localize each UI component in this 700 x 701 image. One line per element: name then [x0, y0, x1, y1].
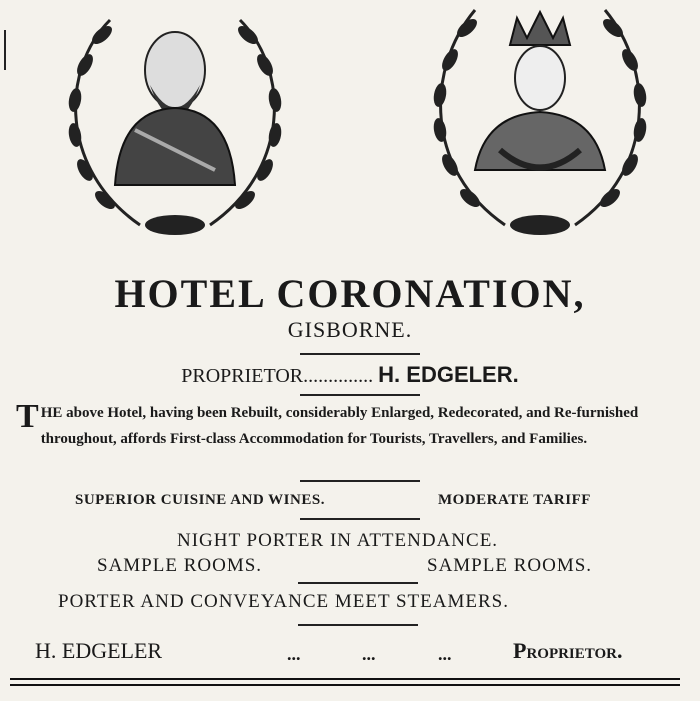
king-portrait-image — [40, 0, 310, 260]
description-text: HE above Hotel, having been Rebuilt, considerably Enlarged, Redecorated, and Re-furnished throughout, affords First-class Accommodation for Tourists, Travellers, and Families. — [40, 405, 639, 447]
laurel-wreath-icon — [405, 0, 675, 260]
sample-rooms-right: SAMPLE ROOMS. — [427, 555, 593, 576]
divider — [300, 394, 420, 396]
laurel-wreath-icon — [40, 0, 310, 260]
footer-dots-1: ... — [287, 644, 301, 664]
divider — [300, 518, 420, 520]
footer-name: H. EDGELER — [35, 638, 163, 663]
porter-conveyance-line: PORTER AND CONVEYANCE MEET STEAMERS. — [58, 591, 509, 612]
hotel-description — [16, 400, 666, 452]
footer-dots-2: ... — [362, 644, 376, 664]
sample-rooms-left: SAMPLE ROOMS. — [97, 555, 263, 576]
page-edge-mark — [4, 30, 6, 70]
queen-portrait-image — [405, 0, 675, 260]
proprietor-line — [0, 362, 700, 388]
footer-dots-3: ... — [438, 644, 452, 664]
divider — [298, 624, 418, 626]
bottom-rule — [10, 678, 680, 680]
cuisine-line: SUPERIOR CUISINE AND WINES. — [75, 492, 325, 508]
divider — [300, 480, 420, 482]
proprietor-name: H. EDGELER. — [378, 362, 519, 387]
divider — [298, 582, 418, 584]
divider — [300, 353, 420, 355]
drop-cap: T — [16, 398, 39, 435]
footer-proprietor-title: Proprietor. — [513, 638, 623, 663]
bottom-rule — [10, 684, 680, 686]
night-porter-line: NIGHT PORTER IN ATTENDANCE. — [177, 530, 499, 551]
tariff-line: MODERATE TARIFF — [438, 492, 591, 508]
proprietor-label: PROPRIETOR.............. — [181, 365, 374, 387]
location-subtitle: GISBORNE. — [287, 317, 413, 342]
hotel-title: HOTEL CORONATION, — [114, 271, 586, 316]
